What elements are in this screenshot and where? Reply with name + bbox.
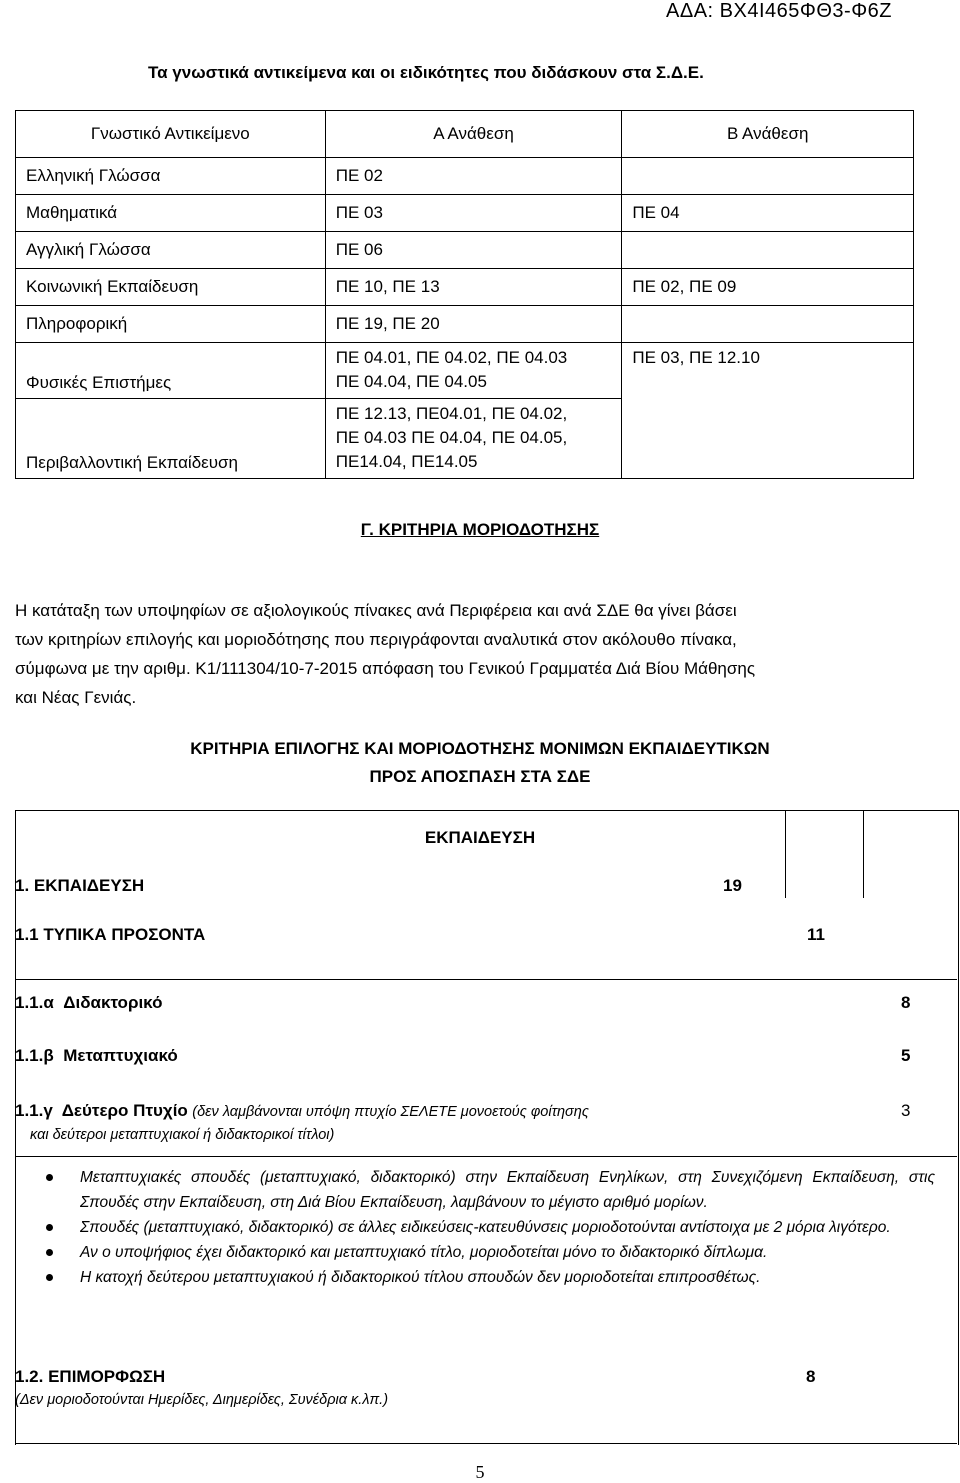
a-cell [325,399,622,479]
b-cell: ΠΕ 02, ΠΕ 09 [622,269,914,306]
paragraph-line: των κριτηρίων επιλογής και μοριοδότησης που περιγράφονται αναλυτικά στον ακόλουθο πίνακα, [15,630,737,649]
note-text: Η κατοχή δεύτερου μεταπτυχιακού ή διδακτορικού τίτλου σπουδών δεν μοριοδοτείται επιπροσθέτως. [80,1269,761,1286]
a-cell [325,343,622,399]
cell-tab [868,900,946,907]
a-cell: ΠΕ 02 [325,158,622,195]
a-cell: ΠΕ 06 [325,232,622,269]
ada-code: ΑΔΑ: ΒΧ4Ι465ΦΘ3-Φ6Ζ [666,0,892,22]
education-points: 19 [723,876,742,895]
column-divider [785,810,786,898]
subjects-table-header [16,111,914,158]
b-cell: ΠΕ 03, ΠΕ 12.10 [622,343,914,479]
table-row [16,306,914,343]
b-cell [622,306,914,343]
header-b-assignment: Β Ανάθεση [622,111,914,158]
notes-list [40,1165,935,1290]
second-degree-label: Δεύτερο Πτυχίο [61,1101,188,1120]
a-cell: ΠΕ 19, ΠΕ 20 [325,306,622,343]
criteria-title-line: ΚΡΙΤΗΡΙΑ ΕΠΙΛΟΓΗΣ ΚΑΙ ΜΟΡΙΟΔΟΤΗΣΗΣ ΜΟΝΙΜΩΝ ΕΚΠΑΙΔΕΥΤΙΚΩΝ [190,739,770,758]
table-row [16,195,914,232]
b-cell [622,158,914,195]
list-item [40,1265,935,1290]
page-number: 5 [475,1462,485,1482]
a-cell: ΠΕ 03 [325,195,622,232]
masters-prefix: 1.1.β [15,1046,54,1065]
subject-cell: Φυσικές Επιστήμες [16,343,326,399]
training-label: 1.2. ΕΠΙΜΟΡΦΩΣΗ [15,1367,166,1386]
second-degree-note-continued: και δεύτεροι μεταπτυχιακοί ή διδακτορικοί τίτλοι) [30,1127,335,1143]
doctorate-label: Διδακτορικό [63,993,163,1012]
education-label: 1. ΕΚΠΑΙΔΕΥΣΗ [15,876,145,895]
criteria-title [0,735,960,791]
criteria-header: ΕΚΠΑΙΔΕΥΣΗ [424,828,536,847]
subject-cell: Ελληνική Γλώσσα [16,158,326,195]
subject-cell: Περιβαλλοντική Εκπαίδευση [16,399,326,479]
table-row [16,343,914,399]
cell-tab [787,900,847,907]
a-cell: ΠΕ 10, ΠΕ 13 [325,269,622,306]
header-a-assignment: Α Ανάθεση [325,111,622,158]
training-points: 8 [806,1367,816,1386]
row-divider [15,1443,957,1444]
subjects-table [15,110,914,479]
paragraph-line: Η κατάταξη των υποψηφίων σε αξιολογικούς πίνακες ανά Περιφέρεια και ανά ΣΔΕ θα γίνει βάσει [15,601,737,620]
doctorate-row [15,993,163,1013]
note-text: Μεταπτυχιακές σπουδές (μεταπτυχιακό, διδακτορικό) στην Εκπαίδευση Ενηλίκων, στη Συνεχιζόμενη Εκπαίδευση, στις Σπουδές στην Εκπαίδευση, στη Διά Βίου Εκπαίδευση, λαμβάνουν το μέγιστο αριθμό μορίων. [80,1169,935,1211]
bullet-icon [46,1224,53,1231]
a-line: ΠΕ14.04, ΠΕ14.05 [335,452,478,471]
masters-points: 5 [901,1046,911,1065]
header-subject: Γνωστικό Αντικείμενο [16,111,326,158]
note-text: Αν ο υποψήφιος έχει διδακτορικό και μεταπτυχιακό τίτλο, μοριοδοτείται μόνο το διδακτορικό δίπλωμα. [80,1244,768,1261]
list-item [40,1215,935,1240]
bullet-icon [46,1249,53,1256]
subject-cell: Αγγλική Γλώσσα [16,232,326,269]
table-row [16,269,914,306]
row-divider [15,979,957,980]
a-line: ΠΕ 04.03 ΠΕ 04.04, ΠΕ 04.05, [335,428,568,447]
list-item [40,1240,935,1265]
row-divider [15,1156,957,1157]
doctorate-prefix: 1.1.α [15,993,54,1012]
bullet-icon [46,1274,53,1281]
masters-label: Μεταπτυχιακό [63,1046,178,1065]
intro-paragraph [15,596,915,712]
masters-row [15,1046,178,1066]
intro-heading: Τα γνωστικά αντικείμενα και οι ειδικότητες που διδάσκουν στα Σ.Δ.Ε. [148,63,704,82]
b-cell [622,232,914,269]
section-g-title: Γ. ΚΡΙΤΗΡΙΑ ΜΟΡΙΟΔΟΤΗΣΗΣ [360,520,600,539]
second-degree-points: 3 [901,1101,911,1120]
second-degree-prefix: 1.1.γ [15,1101,53,1120]
paragraph-line: σύμφωνα με την αριθμ. Κ1/111304/10-7-2015 απόφαση του Γενικού Γραμματέα Διά Βίου Μάθησης [15,659,756,678]
criteria-title-line: ΠΡΟΣ ΑΠΟΣΠΑΣΗ ΣΤΑ ΣΔΕ [369,767,591,786]
formal-qualifications-label: 1.1 ΤΥΠΙΚΑ ΠΡΟΣΟΝΤΑ [15,925,206,944]
subject-cell: Πληροφορική [16,306,326,343]
subject-cell: Μαθηματικά [16,195,326,232]
training-note: (Δεν μοριοδοτούνται Ημερίδες, Διημερίδες, Συνέδρια κ.λπ.) [15,1392,389,1408]
b-cell: ΠΕ 04 [622,195,914,232]
bullet-icon [46,1174,53,1181]
a-line: ΠΕ 04.04, ΠΕ 04.05 [335,372,487,391]
table-row [16,158,914,195]
table-row [16,232,914,269]
subject-cell: Κοινωνική Εκπαίδευση [16,269,326,306]
second-degree-row [15,1101,589,1121]
doctorate-points: 8 [901,993,911,1012]
paragraph-line: και Νέας Γενιάς. [15,688,137,707]
list-item [40,1165,935,1215]
note-text: Σπουδές (μεταπτυχιακό, διδακτορικό) σε άλλες ειδικεύσεις-κατευθύνσεις μοριοδοτούνται αντίστοιχα με 2 μόρια λιγότερο. [80,1219,891,1236]
a-line: ΠΕ 12.13, ΠΕ04.01, ΠΕ 04.02, [335,404,568,423]
a-line: ΠΕ 04.01, ΠΕ 04.02, ΠΕ 04.03 [335,348,568,367]
second-degree-note: (δεν λαμβάνονται υπόψη πτυχίο ΣΕΛΕΤΕ μονοετούς φοίτησης [192,1104,589,1120]
column-divider [863,810,864,898]
formal-qualifications-points: 11 [807,925,825,944]
